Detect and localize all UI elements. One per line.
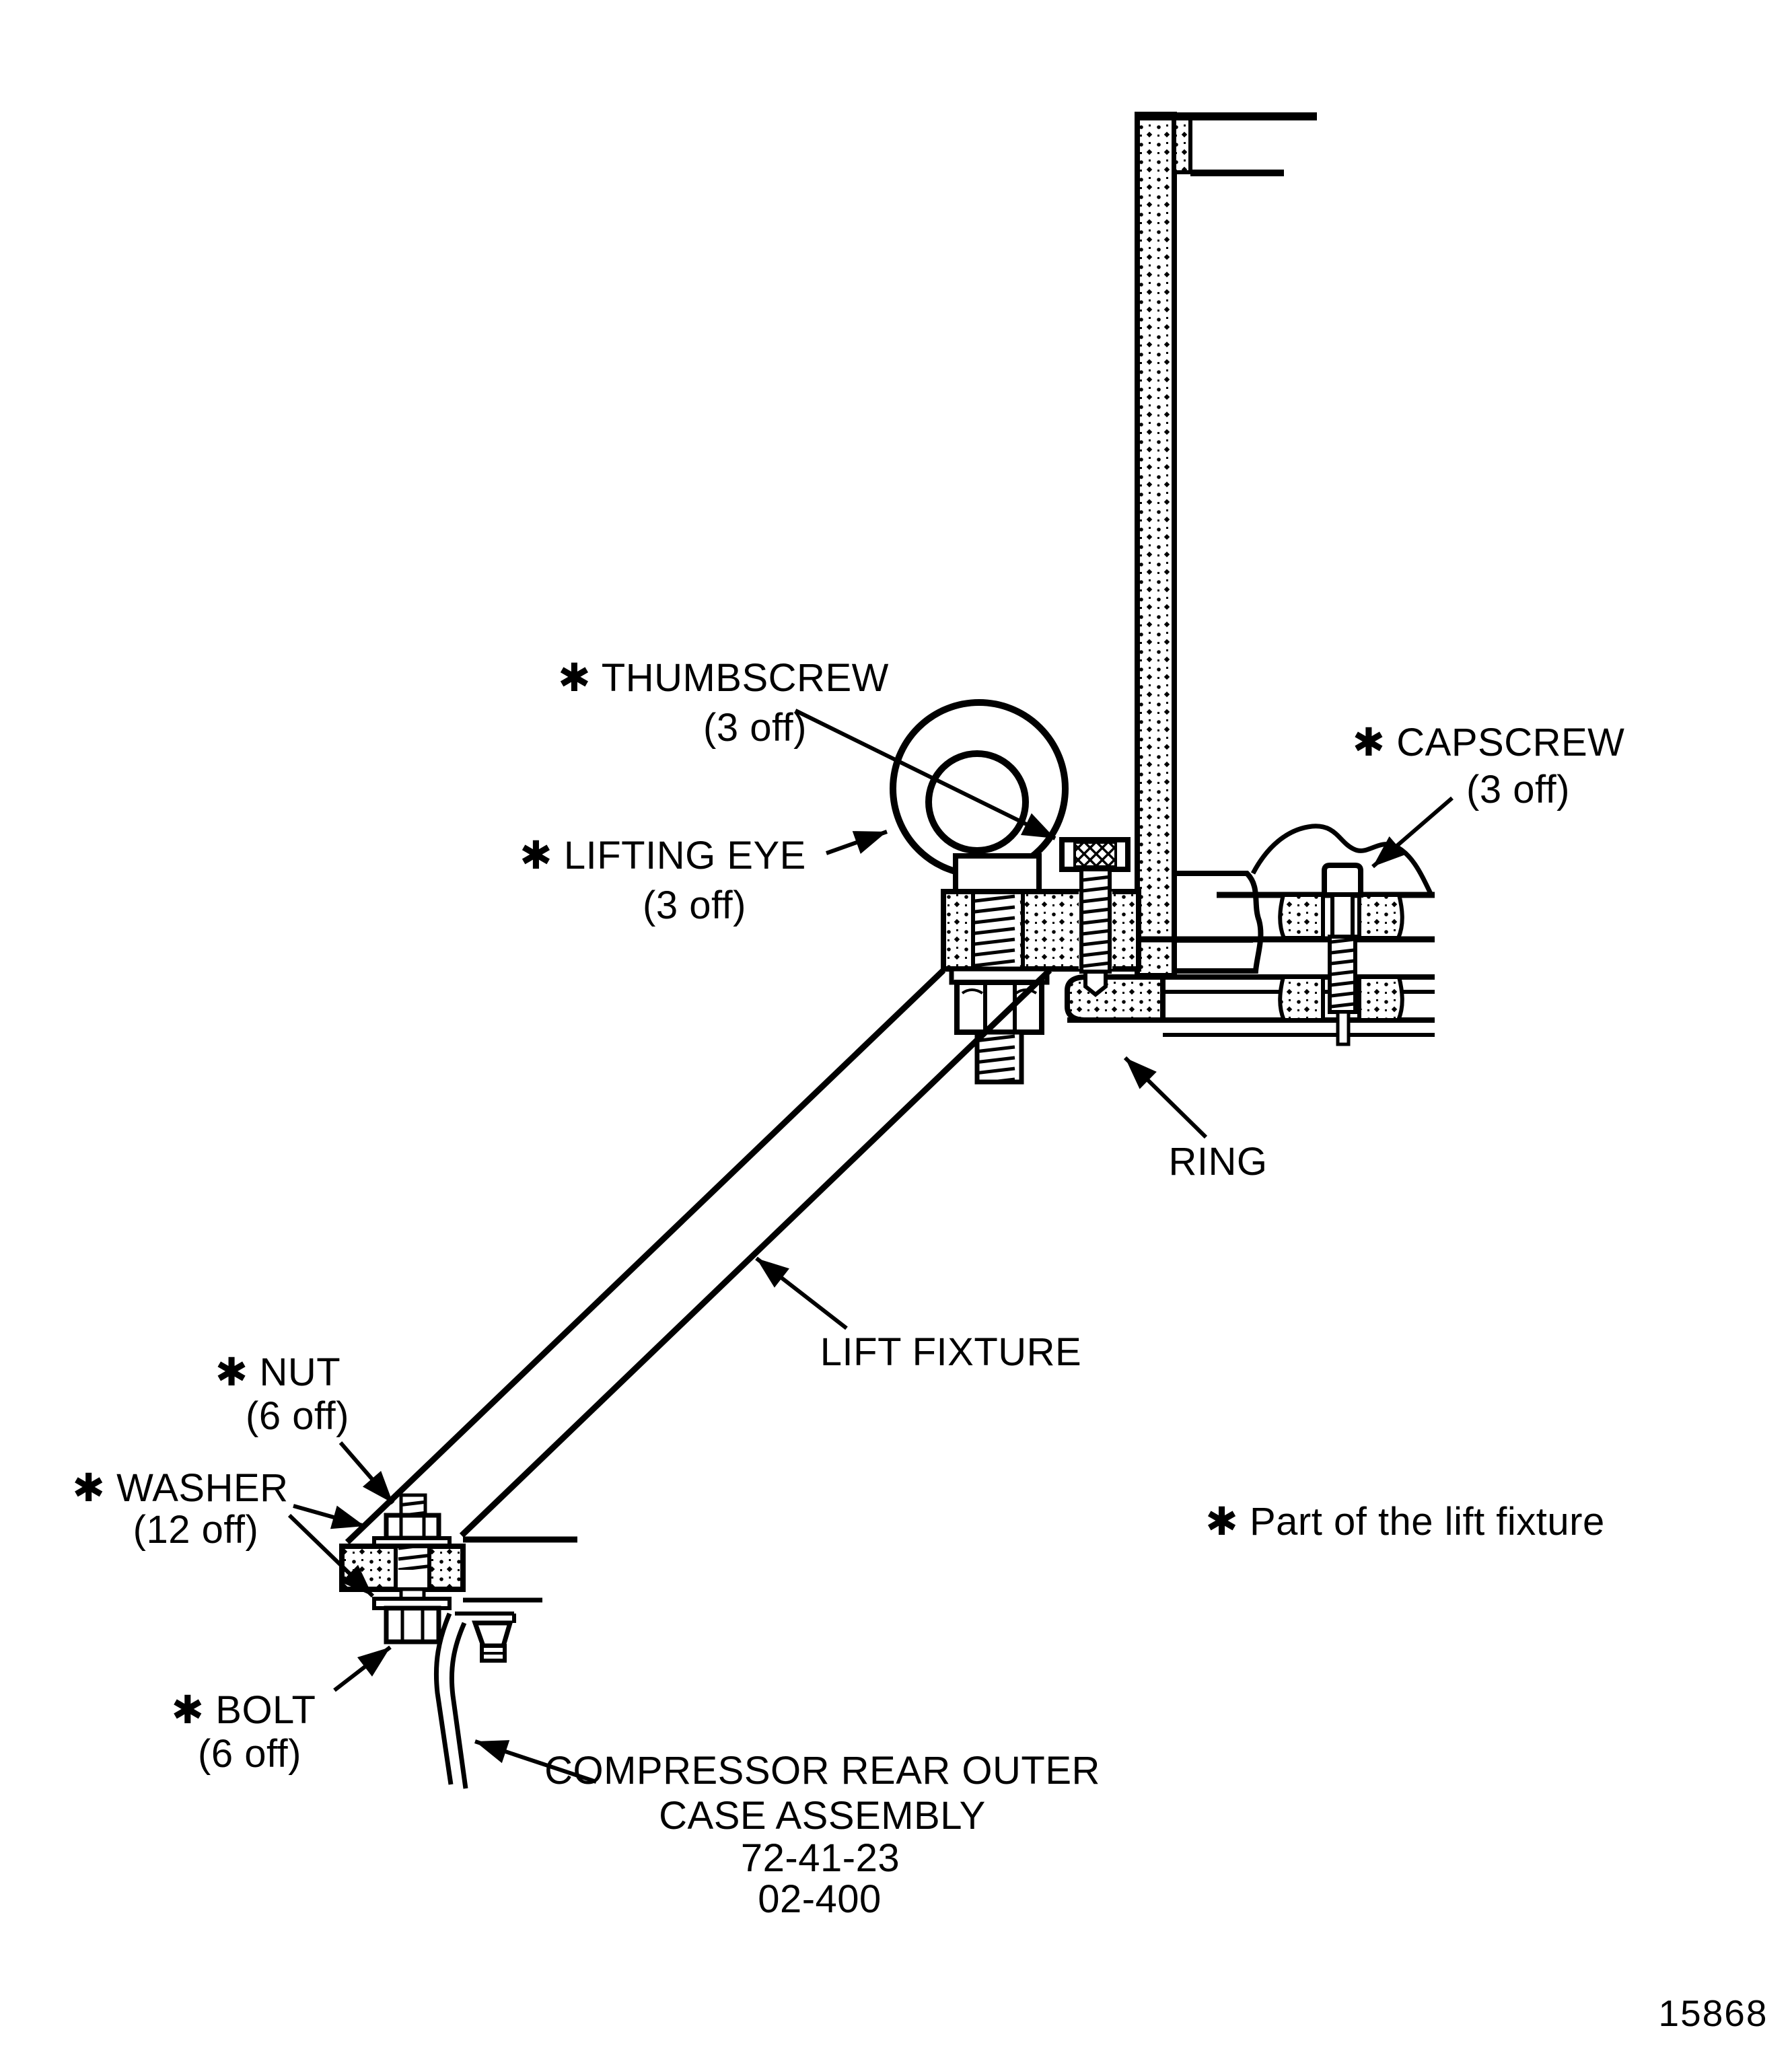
label-washer: ✱ WASHER: [72, 1466, 289, 1511]
leader-arrows: [289, 711, 1452, 1782]
label-bolt: ✱ BOLT: [171, 1688, 316, 1733]
bolt-leader-arrow: [334, 1647, 390, 1690]
lifting-eye-boss: [956, 856, 1039, 892]
label-thumbscrew: ✱ THUMBSCREW: [558, 656, 889, 700]
label-case-line3: 72-41-23: [740, 1836, 900, 1881]
label-case-line4: 02-400: [758, 1877, 882, 1922]
capscrew-leader-arrow: [1373, 798, 1452, 867]
label-ring: RING: [1168, 1140, 1268, 1184]
label-washer-qty: (12 off): [133, 1508, 259, 1552]
lift-fixture-leader-arrow: [756, 1258, 847, 1328]
label-bolt-qty: (6 off): [198, 1732, 301, 1776]
lifting-eye-leader-arrow: [826, 832, 887, 853]
ring-leader-arrow: [1125, 1058, 1206, 1137]
washer-upper-leader-arrow: [293, 1506, 365, 1526]
label-capscrew-qty: (3 off): [1466, 768, 1570, 812]
lift-fixture-arm-drawing: [347, 970, 1050, 1542]
label-nut-qty: (6 off): [246, 1394, 349, 1439]
label-lifting-eye: ✱ LIFTING EYE: [519, 834, 806, 878]
label-capscrew: ✱ CAPSCREW: [1352, 721, 1625, 765]
footnote-part-of-lift-fixture: ✱ Part of the lift fixture: [1205, 1500, 1605, 1544]
lifting-eye-drawing: [893, 702, 1065, 892]
label-case-line1: COMPRESSOR REAR OUTER: [544, 1749, 1100, 1793]
eye-stud-threads: [973, 892, 1023, 969]
figure-number: 15868: [1658, 1992, 1768, 2034]
label-thumbscrew-qty: (3 off): [703, 706, 807, 750]
engine-case-wall-drawing: [1137, 114, 1317, 976]
nut-leader-arrow: [341, 1443, 393, 1503]
label-lift-fixture: LIFT FIXTURE: [820, 1330, 1082, 1375]
label-nut: ✱ NUT: [215, 1350, 341, 1395]
label-case-line2: CASE ASSEMBLY: [659, 1794, 986, 1838]
label-lifting-eye-qty: (3 off): [643, 883, 746, 928]
ring-section: [1067, 977, 1163, 1020]
